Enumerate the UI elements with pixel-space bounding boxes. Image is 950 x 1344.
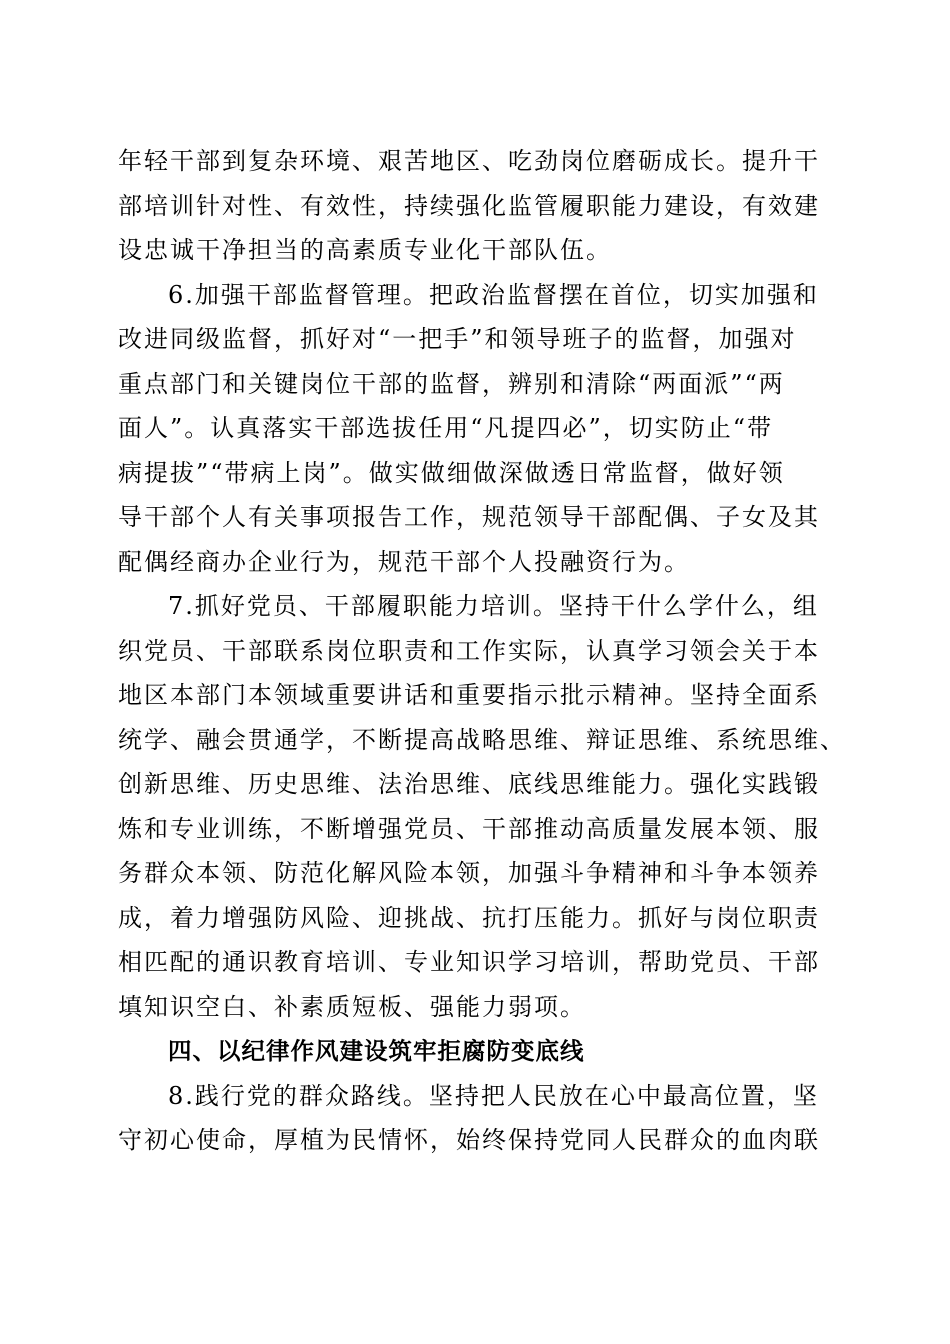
- text-line: 配偶经商办企业行为，规范干部个人投融资行为。: [118, 547, 690, 576]
- text-line: 面人”。认真落实干部选拔任用“凡提四必”，切实防止“带: [118, 414, 774, 442]
- text-line: 守初心使命，厚植为民情怀，始终保持党同人民群众的血肉联: [118, 1126, 820, 1154]
- text-line: 重点部门和关键岗位干部的监督，辨别和清除“两面派”“两: [118, 369, 785, 398]
- text-line: 务群众本领、防范化解风险本领，加强斗争精神和斗争本领养: [118, 859, 820, 887]
- text-line: 炼和专业训练，不断增强党员、干部推动高质量发展本领、服: [118, 814, 820, 843]
- text-line: 部培训针对性、有效性，持续强化监管履职能力建设，有效建: [118, 191, 820, 220]
- section-heading: 四、以纪律作风建设筑牢拒腐防变底线: [168, 1037, 585, 1065]
- text-line: 织党员、干部联系岗位职责和工作实际，认真学习领会关于本: [118, 636, 820, 665]
- text-line: 病提拔”“带病上岗”。做实做细做深做透日常监督，做好领: [118, 458, 785, 487]
- text-line: 地区本部门本领域重要讲话和重要指示批示精神。坚持全面系: [118, 681, 820, 709]
- text-line: 成，着力增强防风险、迎挑战、抗打压能力。抓好与岗位职责: [118, 903, 820, 932]
- text-line: 相匹配的通识教育培训、专业知识学习培训，帮助党员、干部: [118, 948, 820, 976]
- paragraph-6-start: 6.加强干部监督管理。把政治监督摆在首位，切实加强和: [168, 280, 819, 309]
- text-line: 设忠诚干净担当的高素质专业化干部队伍。: [118, 236, 612, 264]
- text-line: 年轻干部到复杂环境、艰苦地区、吃劲岗位磨砺成长。提升干: [118, 147, 820, 175]
- text-line: 导干部个人有关事项报告工作，规范领导干部配偶、子女及其: [118, 503, 820, 531]
- text-line: 填知识空白、补素质短板、强能力弱项。: [118, 992, 586, 1021]
- paragraph-8-start: 8.践行党的群众路线。坚持把人民放在心中最高位置，坚: [168, 1081, 819, 1110]
- text-line: 统学、融会贯通学，不断提高战略思维、辩证思维、系统思维、: [118, 725, 846, 754]
- document-page: [118, 139, 846, 1163]
- text-line: 改进同级监督，抓好对“一把手”和领导班子的监督，加强对: [118, 325, 797, 353]
- paragraph-7-start: 7.抓好党员、干部履职能力培训。坚持干什么学什么，组: [168, 592, 819, 620]
- text-line: 创新思维、历史思维、法治思维、底线思维能力。强化实践锻: [118, 770, 820, 798]
